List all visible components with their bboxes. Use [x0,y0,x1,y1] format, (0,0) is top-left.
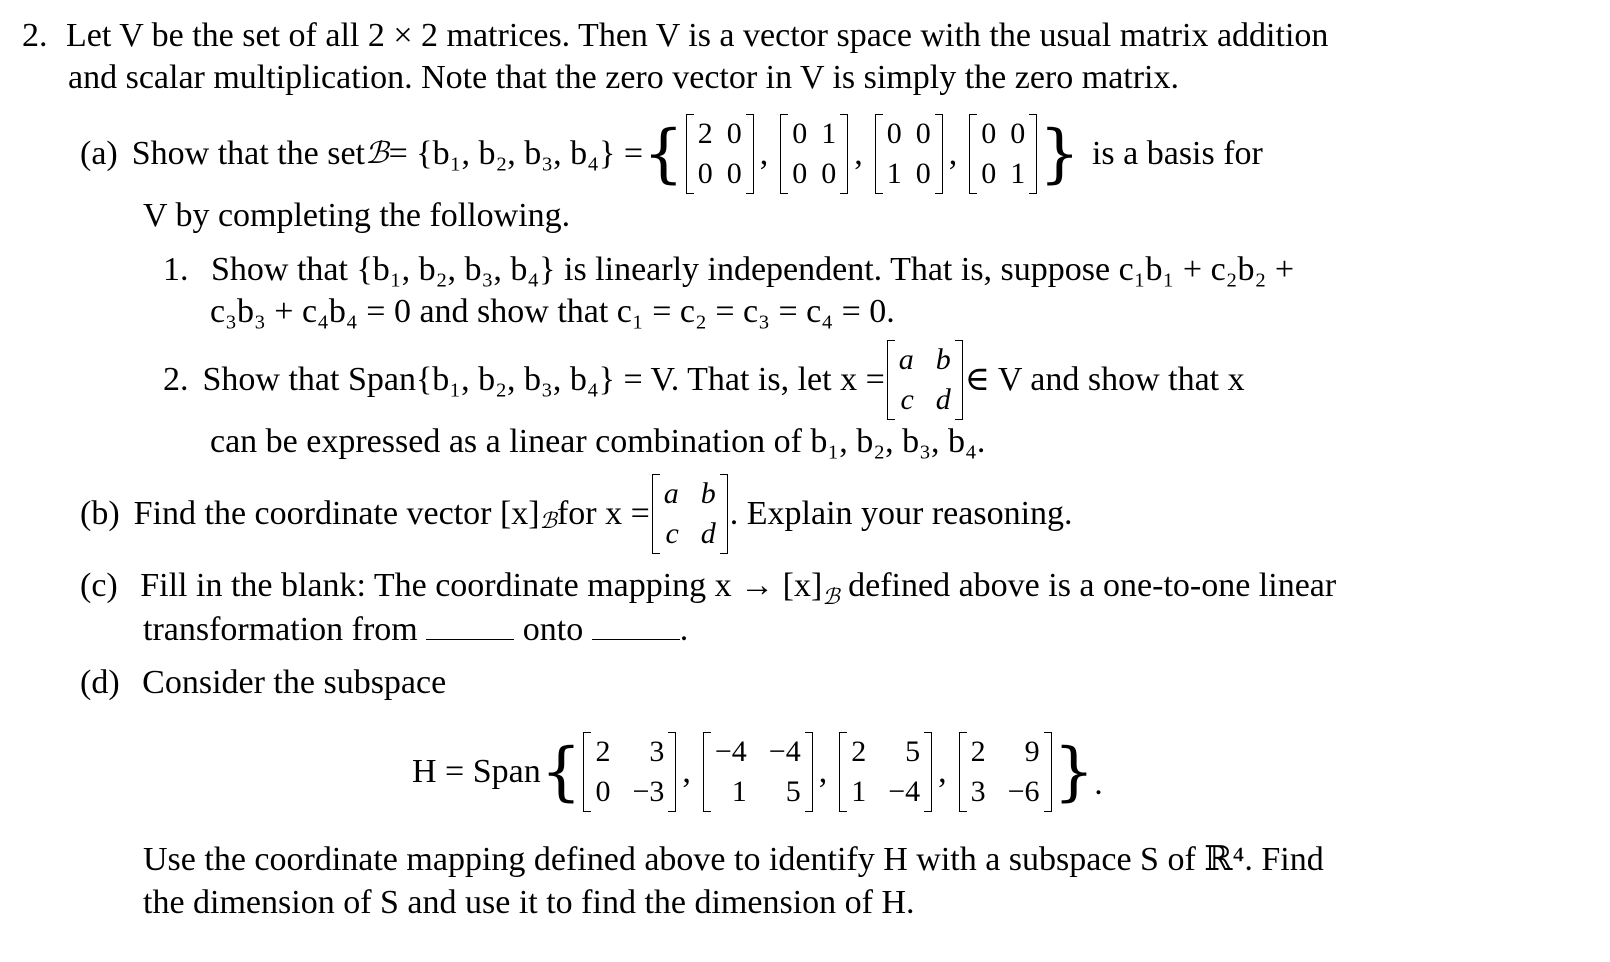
step-1-line-1 [163,250,1294,290]
part-c-post: defined above is a one-to-one linear [839,567,1337,604]
x-matrix-entries [887,340,963,420]
matrix-entry: 0 [981,117,997,150]
h-definition [412,730,1103,814]
matrix-entry: −4 [768,735,801,768]
matrix-entry: 0 [915,117,931,150]
matrix-entry: 1 [886,157,902,190]
comma-separator: , [854,135,863,172]
part-b-pre: Find the coordinate vector [x] [133,495,540,532]
part-d-label: (d) [80,664,120,701]
step-1-text-1: Show that {b₁, b₂, b₃, b₄} is linearly independent. That is, suppose c₁b₁ + c₂b₂ + [211,251,1295,288]
right-bracket-icon [935,114,943,194]
step-2-line-1 [163,338,1245,422]
part-d-line-1 [80,663,446,703]
matrix-entry: −4 [888,775,921,808]
basis-matrices [684,114,1040,194]
h-matrix-4 [959,732,1052,812]
basis-matrix-b4 [969,114,1037,194]
matrix-entry: 0 [1010,117,1026,150]
h-left-brace-icon: { [540,735,582,809]
blank-from[interactable] [426,611,514,640]
matrix-entry: 0 [726,157,742,190]
right-bracket-icon [955,340,963,420]
question-number: 2. [22,17,48,54]
matrix-entry: d [935,383,951,416]
step-2-pre: Show that Span{b₁, b₂, b₃, b₄} = V. That is, let x = [202,361,885,398]
right-bracket-icon [840,114,848,194]
part-a-post: is a basis for [1091,135,1263,172]
basis-matrix-b1 [686,114,754,194]
right-bracket-icon [805,732,813,812]
comma-separator: , [938,753,947,790]
matrix-entry: 3 [649,735,665,768]
matrix-entry: 2 [970,735,986,768]
right-brace-icon: } [1039,117,1080,191]
intro-line-1 [22,16,1328,56]
matrix-entry: b [700,477,716,510]
left-bracket-icon [969,114,977,194]
x-matrix-b-entries [652,474,728,554]
part-b-mid: for x = [556,495,650,532]
part-c-sub: ℬ [822,585,840,610]
left-bracket-icon [686,114,694,194]
step-1-line-2: c₃b₃ + c₄b₄ = 0 and show that c₁ = c₂ = c₃ = c₄ = 0. [210,293,895,330]
matrix-entry: 9 [1024,735,1040,768]
h-matrix-2 [703,732,813,812]
left-bracket-icon [887,340,895,420]
right-bracket-icon [1029,114,1037,194]
matrix-entry: a [898,343,914,376]
matrix-entry: a [663,477,679,510]
part-d-text: Consider the subspace [142,664,447,701]
part-d-line-3: the dimension of S and use it to find the dimension of H. [143,884,915,921]
blank-onto[interactable] [592,611,680,640]
part-b-sub: ℬ [539,509,557,534]
matrix-entry: 5 [785,775,801,808]
matrix-entry: 0 [915,157,931,190]
part-b-post: . Explain your reasoning. [729,495,1073,532]
part-b-label: (b) [80,495,120,532]
right-bracket-icon [924,732,932,812]
matrix-entry: 0 [697,157,713,190]
matrix-entry: 5 [905,735,921,768]
matrix-entry: 0 [981,157,997,190]
part-c-l2b: onto [514,611,592,648]
x-matrix-b [650,474,730,554]
part-a-line-1 [80,112,1263,196]
matrix-entry: 0 [726,117,742,150]
basis-matrix-b3 [875,114,943,194]
step-2-post: ∈ V and show that x [964,361,1245,398]
left-brace-icon: { [643,117,684,191]
matrix-entry: 2 [697,117,713,150]
comma-separator: , [759,135,769,172]
part-a-pre: Show that the set [131,135,366,172]
right-bracket-icon [746,114,754,194]
h-right-brace-icon: } [1053,735,1095,809]
matrix-entry: d [700,517,716,550]
part-c-l2c: . [679,611,689,648]
part-c-line-2 [143,610,688,650]
h-prefix: H = Span [412,753,541,790]
left-bracket-icon [652,474,660,554]
part-c-pre: Fill in the blank: The coordinate mapping x → [x] [140,567,823,604]
matrix-entry: 0 [792,157,808,190]
h-matrices [581,732,1053,812]
left-bracket-icon [583,732,591,812]
basis-matrix-b2 [780,114,848,194]
part-b-line [80,472,1073,556]
right-bracket-icon [668,732,676,812]
matrix-entry: c [665,517,679,550]
matrix-entry: 0 [595,775,611,808]
step-1-label: 1. [163,251,189,288]
intro-text-1: Let V be the set of all 2 × 2 matrices. Then V is a vector space with the usual matrix addition [66,17,1329,54]
comma-separator: , [818,753,828,790]
h-period: . [1094,765,1103,802]
x-matrix [885,340,965,420]
matrix-entry: 1 [821,117,837,150]
comma-separator: , [948,135,958,172]
left-bracket-icon [839,732,847,812]
matrix-entry: c [900,383,914,416]
matrix-entry: 2 [851,735,867,768]
part-c-line-1 [80,566,1336,610]
part-a-line-2: V by completing the following. [143,197,571,234]
part-a-label: (a) [80,135,118,172]
matrix-entry: 2 [595,735,611,768]
matrix-entry: b [935,343,951,376]
left-bracket-icon [703,732,711,812]
right-bracket-icon [1044,732,1052,812]
step-2-label: 2. [163,361,189,398]
h-matrix-1 [583,732,676,812]
left-bracket-icon [875,114,883,194]
matrix-entry: −4 [714,735,747,768]
matrix-entry: 0 [821,157,837,190]
part-c-label: (c) [80,567,118,604]
basis-elements: = {b₁, b₂, b₃, b₄} = [388,135,644,172]
basis-symbol: ℬ [365,136,389,171]
left-bracket-icon [959,732,967,812]
intro-line-2: and scalar multiplication. Note that the zero vector in V is simply the zero matrix. [68,59,1179,96]
matrix-entry: 1 [851,775,867,808]
matrix-entry: 1 [731,775,747,808]
right-bracket-icon [720,474,728,554]
step-2-line-2: can be expressed as a linear combination of b₁, b₂, b₃, b₄. [210,423,986,460]
left-bracket-icon [780,114,788,194]
h-matrix-3 [839,732,932,812]
matrix-entry: −3 [632,775,665,808]
matrix-entry: 3 [970,775,986,808]
part-d-line-2: Use the coordinate mapping defined above to identify H with a subspace S of ℝ⁴. Find [143,841,1324,878]
matrix-entry: 0 [792,117,808,150]
matrix-entry: −6 [1007,775,1040,808]
matrix-entry: 1 [1010,157,1026,190]
part-c-l2a: transformation from [143,611,427,648]
matrix-entry: 0 [886,117,902,150]
comma-separator: , [682,753,691,790]
